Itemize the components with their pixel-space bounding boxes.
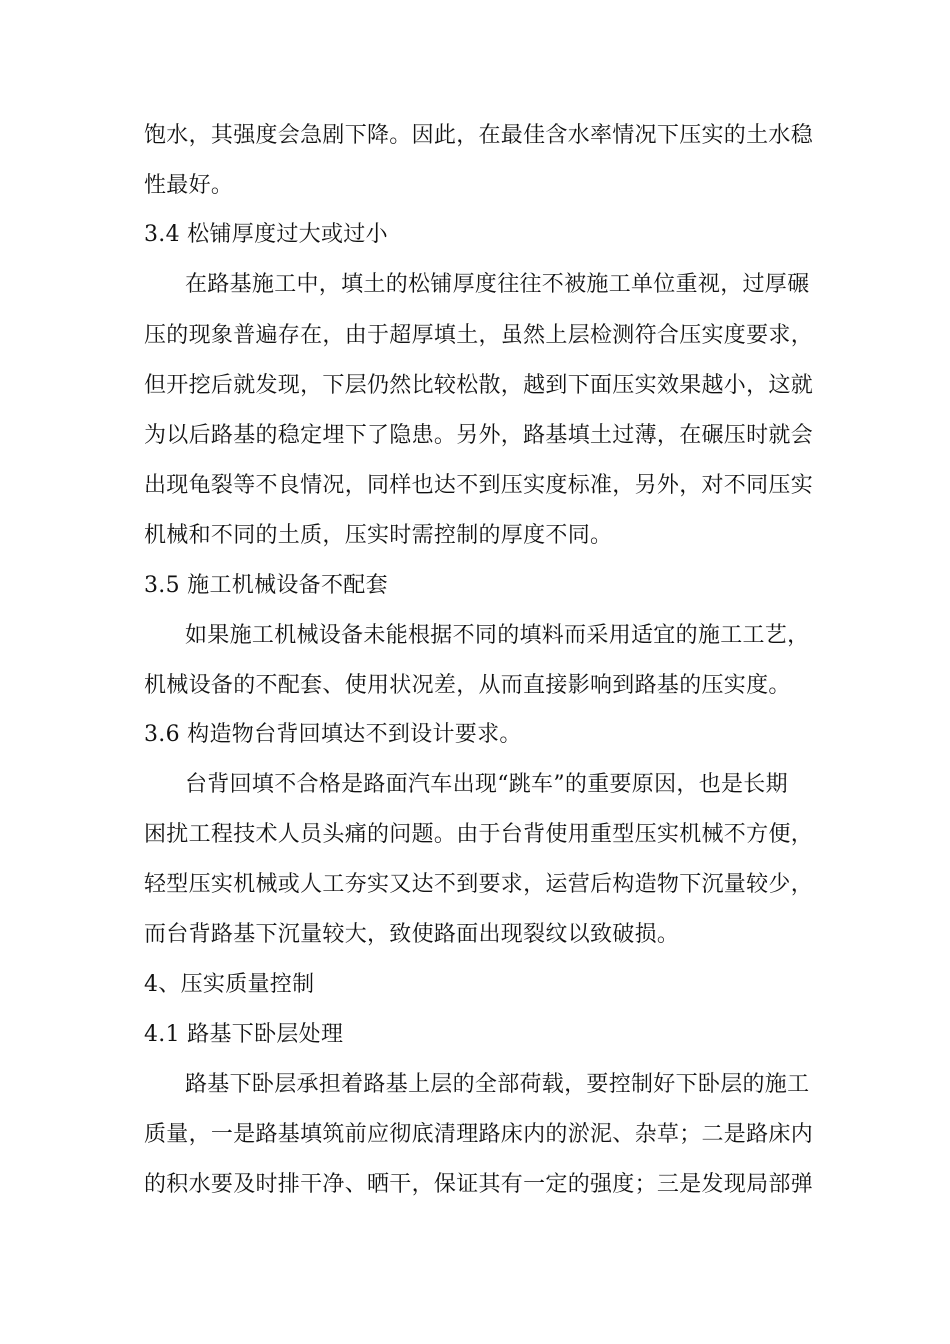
paragraph-line: 但开挖后就发现，下层仍然比较松散，越到下面压实效果越小，这就 <box>144 373 814 398</box>
paragraph-line: 饱水，其强度会急剧下降。因此，在最佳含水率情况下压实的土水稳 <box>144 123 814 148</box>
paragraph-line: 路基下卧层承担着路基上层的全部荷载，要控制好下卧层的施工 <box>185 1072 810 1097</box>
paragraph-line: 性最好。 <box>144 173 234 198</box>
paragraph-line: 如果施工机械设备未能根据不同的填料而采用适宜的施工工艺， <box>185 623 810 648</box>
paragraph-line: 压的现象普遍存在，由于超厚填土，虽然上层检测符合压实度要求， <box>144 323 814 348</box>
section-heading-3-5: 3.5 施工机械设备不配套 <box>144 573 388 598</box>
paragraph-line: 在路基施工中，填土的松铺厚度往往不被施工单位重视，过厚碾 <box>185 272 810 297</box>
paragraph-line: 质量，一是路基填筑前应彻底清理路床内的淤泥、杂草；二是路床内 <box>144 1122 814 1147</box>
paragraph-line: 台背回填不合格是路面汽车出现“跳车”的重要原因，也是长期 <box>185 772 788 797</box>
section-heading-3-6: 3.6 构造物台背回填达不到设计要求。 <box>144 722 522 747</box>
paragraph-line: 的积水要及时排干净、晒干，保证其有一定的强度；三是发现局部弹 <box>144 1172 814 1197</box>
paragraph-line: 出现龟裂等不良情况，同样也达不到压实度标准，另外，对不同压实 <box>144 473 814 498</box>
paragraph-line: 而台背路基下沉量较大，致使路面出现裂纹以致破损。 <box>144 922 680 947</box>
paragraph-line: 困扰工程技术人员头痛的问题。由于台背使用重型压实机械不方便， <box>144 822 814 847</box>
section-heading-4: 4、压实质量控制 <box>144 972 315 997</box>
section-heading-4-1: 4.1 路基下卧层处理 <box>144 1022 344 1047</box>
section-heading-3-4: 3.4 松铺厚度过大或过小 <box>144 222 388 247</box>
paragraph-line: 为以后路基的稳定埋下了隐患。另外，路基填土过薄，在碾压时就会 <box>144 423 814 448</box>
paragraph-line: 轻型压实机械或人工夯实又达不到要求，运营后构造物下沉量较少， <box>144 872 814 897</box>
paragraph-line: 机械设备的不配套、使用状况差，从而直接影响到路基的压实度。 <box>144 673 791 698</box>
paragraph-line: 机械和不同的土质，压实时需控制的厚度不同。 <box>144 523 613 548</box>
